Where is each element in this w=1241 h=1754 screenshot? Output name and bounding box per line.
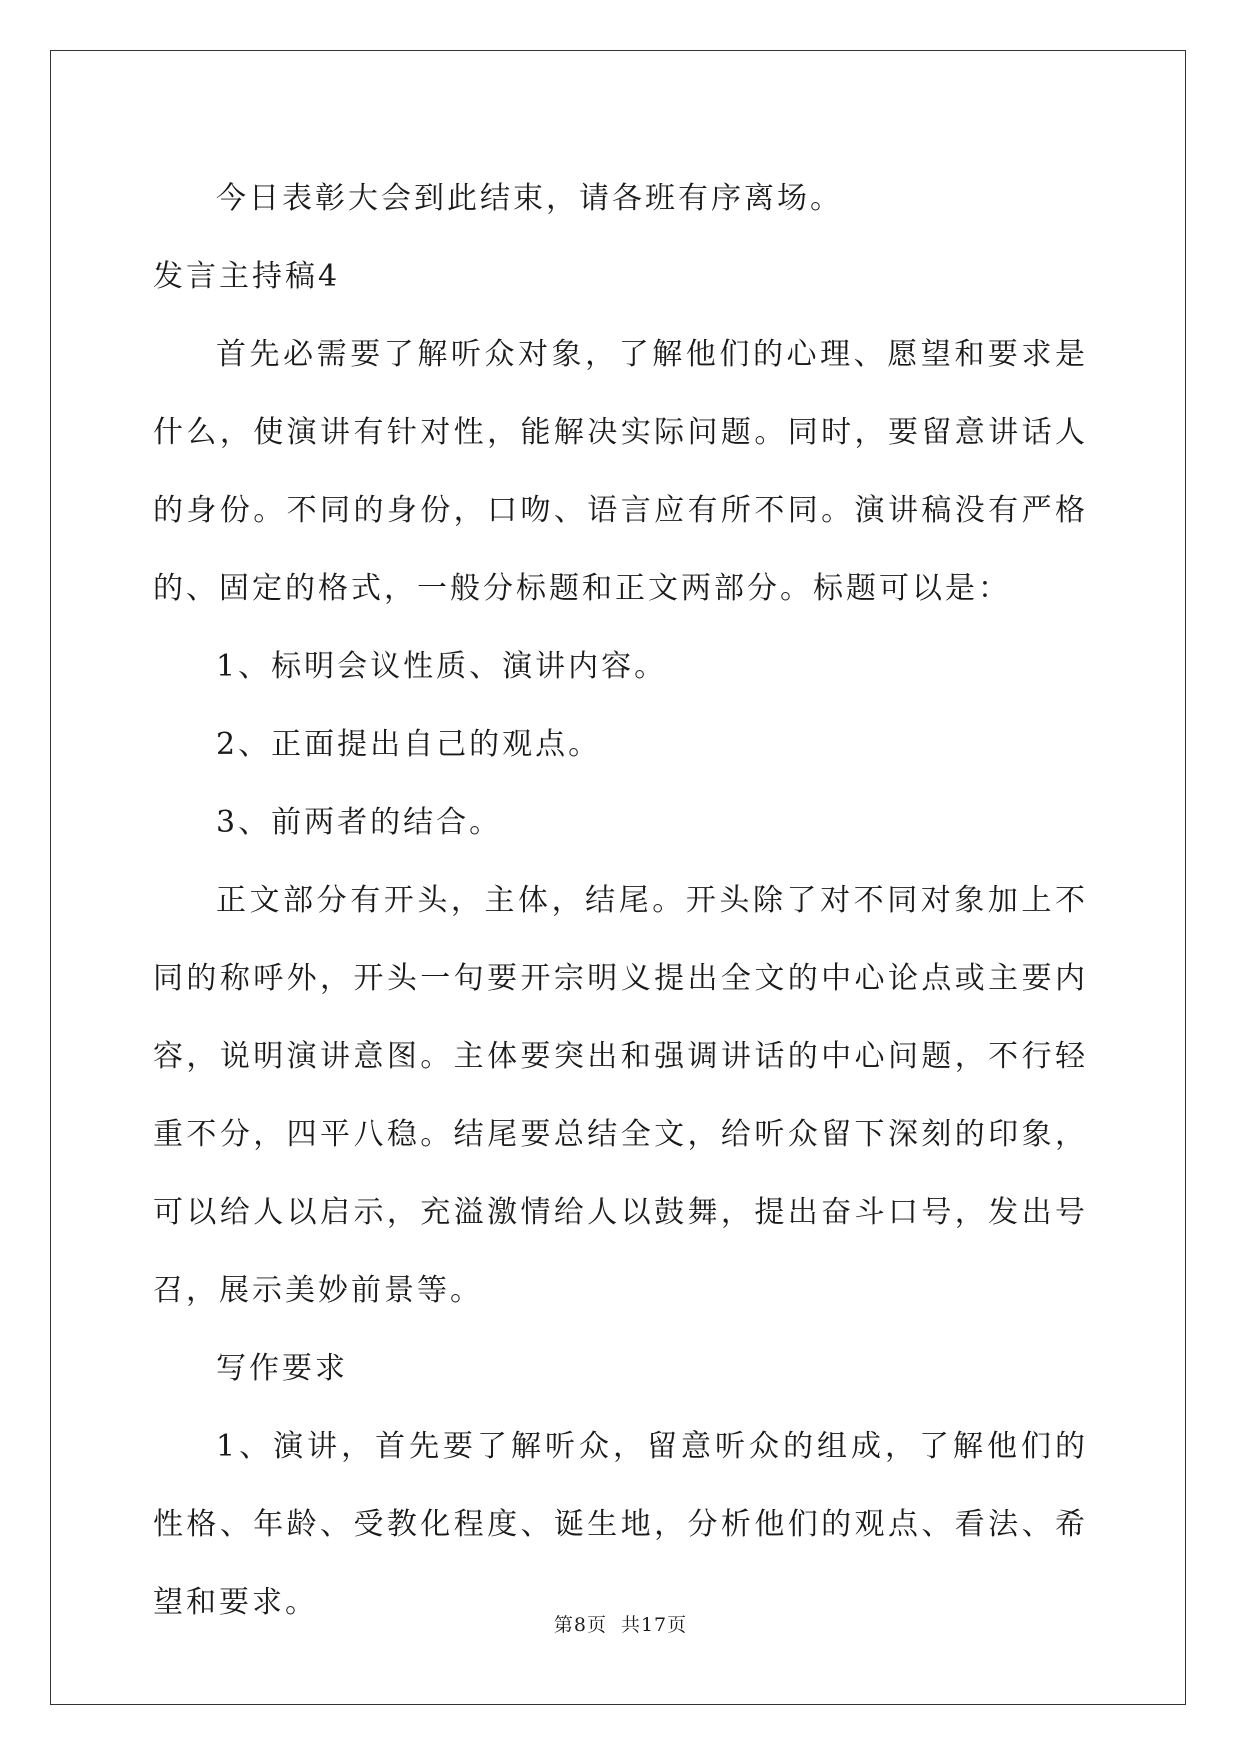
section-heading: 发言主持稿4 <box>153 259 341 294</box>
document-body <box>153 160 1088 1642</box>
paragraph-audience-understanding: 首先必需要了解听众对象，了解他们的心理、愿望和要求是什么，使演讲有针对性，能解决实际问题。同时，要留意讲话人的身份。不同的身份，口吻、语言应有所不同。演讲稿没有严格的、固定的格式，一般分标题和正文两部分。标题可以是： <box>153 337 1088 606</box>
total-pages: 共17页 <box>620 1614 688 1636</box>
page-footer <box>0 1610 1241 1637</box>
list-item-title-option-2: 2、正面提出自己的观点。 <box>216 727 602 762</box>
page-number: 第8页 <box>553 1614 607 1636</box>
list-item-title-option-3: 3、前两者的结合。 <box>216 805 503 840</box>
subheading-writing-requirements: 写作要求 <box>216 1351 348 1386</box>
paragraph-closing-remark: 今日表彰大会到此结束，请各班有序离场。 <box>216 181 843 216</box>
list-item-title-option-1: 1、标明会议性质、演讲内容。 <box>216 649 668 684</box>
paragraph-body-structure: 正文部分有开头，主体，结尾。开头除了对不同对象加上不同的称呼外，开头一句要开宗明义提出全文的中心论点或主要内容，说明演讲意图。主体要突出和强调讲话的中心问题，不行轻重不分，四平八稳。结尾要总结全文，给听众留下深刻的印象，可以给人以启示，充溢激情给人以鼓舞，提出奋斗口号，发出号召，展示美妙前景等。 <box>153 883 1088 1308</box>
list-item-requirement-1: 1、演讲，首先要了解听众，留意听众的组成，了解他们的性格、年龄、受教化程度、诞生地，分析他们的观点、看法、希望和要求。 <box>153 1429 1088 1620</box>
